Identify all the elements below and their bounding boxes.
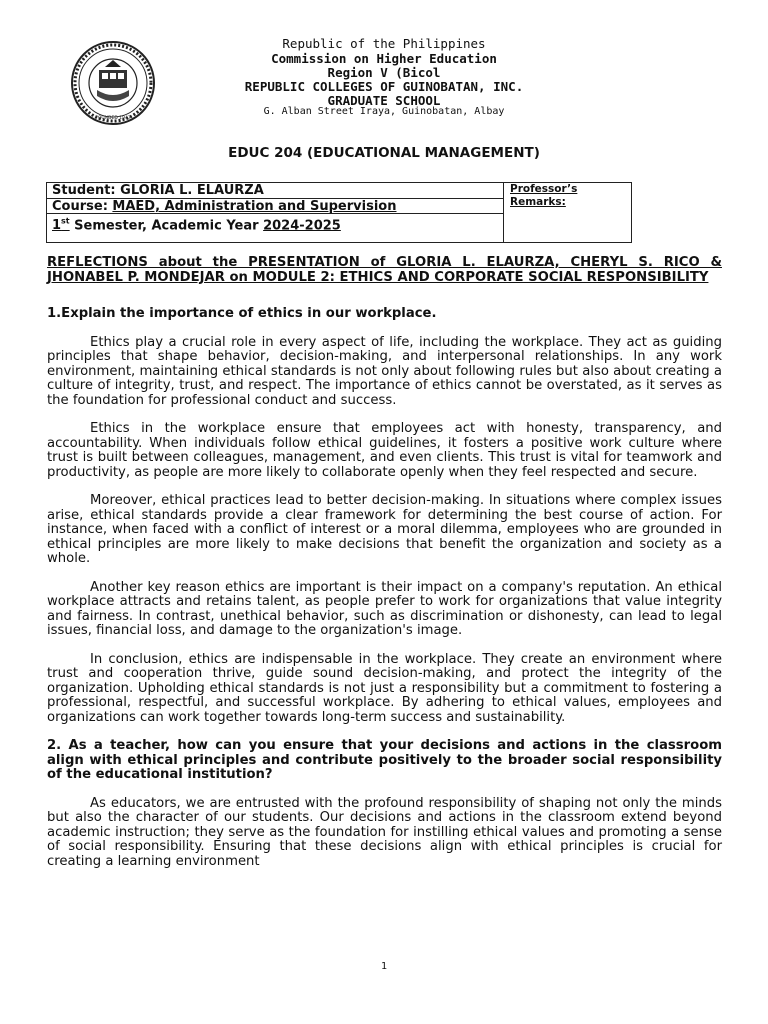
academic-year: 2024-2025 [263, 218, 341, 234]
q2-paragraph: As educators, we are entrusted with the profound responsibility of shaping not only the minds but also the character of our students. Our decisions and actions in the classroom extend beyond academic instruction; they serve as the foundation for instilling ethical values and promoting a sense of social responsibility. Ensuring that these decisions align with ethical principles is crucial for creating a learning environment [47, 795, 722, 869]
q1-paragraph: Moreover, ethical practices lead to better decision-making. In situations where complex issues arise, ethical standards provide a clear framework for determining the best course of action. For instance, when faced with a conflict of interest or a moral dilemma, employees who are grounded in ethical principles are more likely to make decisions that benefit the organization and society as a whole. [47, 493, 722, 567]
semester-number: 1st [52, 217, 70, 234]
semester-text: Semester, Academic Year [69, 218, 264, 234]
q1-paragraph: In conclusion, ethics are indispensable in the workplace. They create an environment where trust and cooperation thrive, guide sound decision-making, and protect the integrity of the organization. Upholding ethical standards is not just a responsibility but a commitment to fostering a professional, respectful, and successful workplace. By adhering to ethical values, employees and organizations can work together towards long-term success and sustainability. [47, 651, 722, 725]
header-address: G. Alban Street Iraya, Guinobatan, Albay [263, 106, 505, 117]
question-2: 2. As a teacher, how can you ensure that your decisions and actions in the classroom align with ethical principles and contribute positively to the broader social responsibility of the educational institution? [47, 738, 722, 783]
header-commission: Commission on Higher Education [271, 51, 497, 66]
svg-text:FOUNDED 1947: FOUNDED 1947 [95, 116, 131, 121]
header-school-name: REPUBLIC COLLEGES OF GUINOBATAN, INC. [244, 79, 524, 94]
student-name: GLORIA L. ELAURZA [120, 183, 264, 198]
header-region: Region V (Bicol [327, 65, 441, 80]
student-info-table [46, 182, 632, 243]
page-number: 1 [380, 961, 388, 972]
q1-paragraph: Ethics play a crucial role in every aspect of life, including the workplace. They act as guiding principles that shape behavior, decision-making, and interpersonal relationships. In any work environment, maintaining ethical standards is not only about following rules but also about creating a culture of integrity, trust, and respect. The importance of ethics cannot be overstated, as it serves as the foundation for professional conduct and success. [47, 334, 722, 408]
q1-paragraph: Another key reason ethics are important is their impact on a company's reputation. An ethical workplace attracts and retains talent, as people prefer to work for organizations that value integrity and fairness. In contrast, unethical behavior, such as discrimination or dishonesty, can lead to legal issues, financial loss, and damage to the organization's image. [47, 579, 722, 639]
course-name: MAED, Administration and Supervision [112, 199, 397, 214]
student-row [47, 183, 503, 199]
header-republic: Republic of the Philippines [282, 36, 486, 51]
reflection-title: REFLECTIONS about the PRESENTATION of GLORIA L. ELAURZA, CHERYL S. RICO & JHONABEL P. MONDEJAR on MODULE 2: ETHICS AND CORPORATE SOCIAL RESPONSIBILITY [47, 255, 722, 285]
document-body [47, 256, 722, 869]
header-graduate-school: GRADUATE SCHOOL [327, 93, 441, 108]
semester-row [47, 214, 503, 234]
info-left-cell [47, 183, 504, 242]
course-title: EDUC 204 (EDUCATIONAL MANAGEMENT) [228, 145, 540, 161]
course-label: Course: [52, 199, 113, 214]
course-row [47, 199, 503, 214]
question-1: 1.Explain the importance of ethics in our workplace. [47, 306, 437, 322]
student-label: Student: [52, 183, 121, 198]
q1-paragraph: Ethics in the workplace ensure that employees act with honesty, transparency, and accountability. When individuals follow ethical guidelines, it fosters a positive work culture where trust is built between colleagues, management, and even clients. This trust is vital for teamwork and productivity, as people are more likely to collaborate openly when they feel respected and secure. [47, 421, 722, 480]
professor-remarks-label: Professor’s Remarks: [510, 183, 578, 208]
